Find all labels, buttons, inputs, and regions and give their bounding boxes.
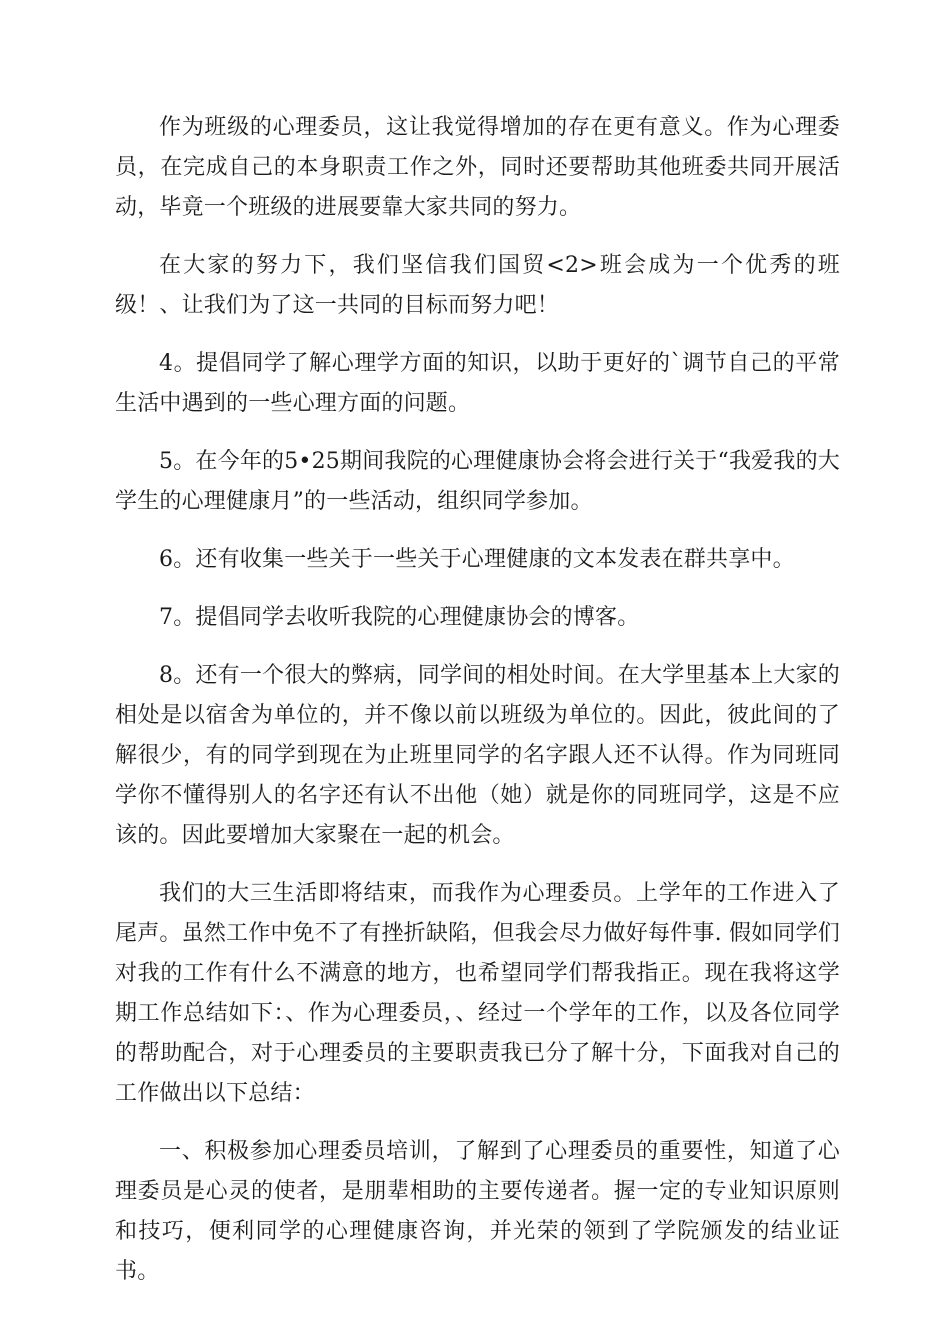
paragraph-year-summary: 我们的大三生活即将结束，而我作为心理委员。上学年的工作进入了尾声。虽然工作中免不了有挫折缺陷，但我会尽力做好每件事. 假如同学们对我的工作有什么不满意的地方，也希望同学们帮我指正。现在我将这学期工作总结如下：、作为心理委员，、经过一个学年的工作，以及各位同学的帮助配合，对于心理委员的主要职责我已分了解十分，下面我对自己的工作做出以下总结： [115, 881, 840, 1106]
paragraph-class-goal: 在大家的努力下，我们坚信我们国贸<2>班会成为一个优秀的班级！、让我们为了这一共同的目标而努力吧！ [115, 253, 840, 318]
paragraph-role-intro: 作为班级的心理委员，这让我觉得增加的存在更有意义。作为心理委员，在完成自己的本身职责工作之外，同时还要帮助其他班委共同开展活动，毕竟一个班级的进展要靠大家共同的努力。 [115, 115, 840, 220]
paragraph-item-6: 6。还有收集一些关于一些关于心理健康的文本发表在群共享中。 [159, 547, 795, 572]
paragraph-item-4: 4。提倡同学了解心理学方面的知识，以助于更好的`调节自己的平常生活中遇到的一些心理方面的问题。 [115, 351, 840, 416]
paragraph-item-8: 8。还有一个很大的弊病，同学间的相处时间。在大学里基本上大家的相处是以宿舍为单位的，并不像以前以班级为单位的。因此，彼此间的了解很少，有的同学到现在为止班里同学的名字跟人还不认得。作为同班同学你不懂得别人的名字还有认不出他（她）就是你的同班同学，这是不应该的。因此要增加大家聚在一起的机会。 [115, 663, 840, 848]
paragraph-training: 一、积极参加心理委员培训，了解到了心理委员的重要性，知道了心理委员是心灵的使者，是朋辈相助的主要传递者。握一定的专业知识原则和技巧，便利同学的心理健康咨询，并光荣的领到了学院颁发的结业证书。 [115, 1139, 840, 1284]
paragraph-item-5: 5。在今年的5•25期间我院的心理健康协会将会进行关于“我爱我的大学生的心理健康月”的一些活动，组织同学参加。 [115, 449, 840, 514]
paragraph-item-7: 7。提倡同学去收听我院的心理健康协会的博客。 [159, 605, 640, 630]
document-body [115, 108, 840, 1292]
